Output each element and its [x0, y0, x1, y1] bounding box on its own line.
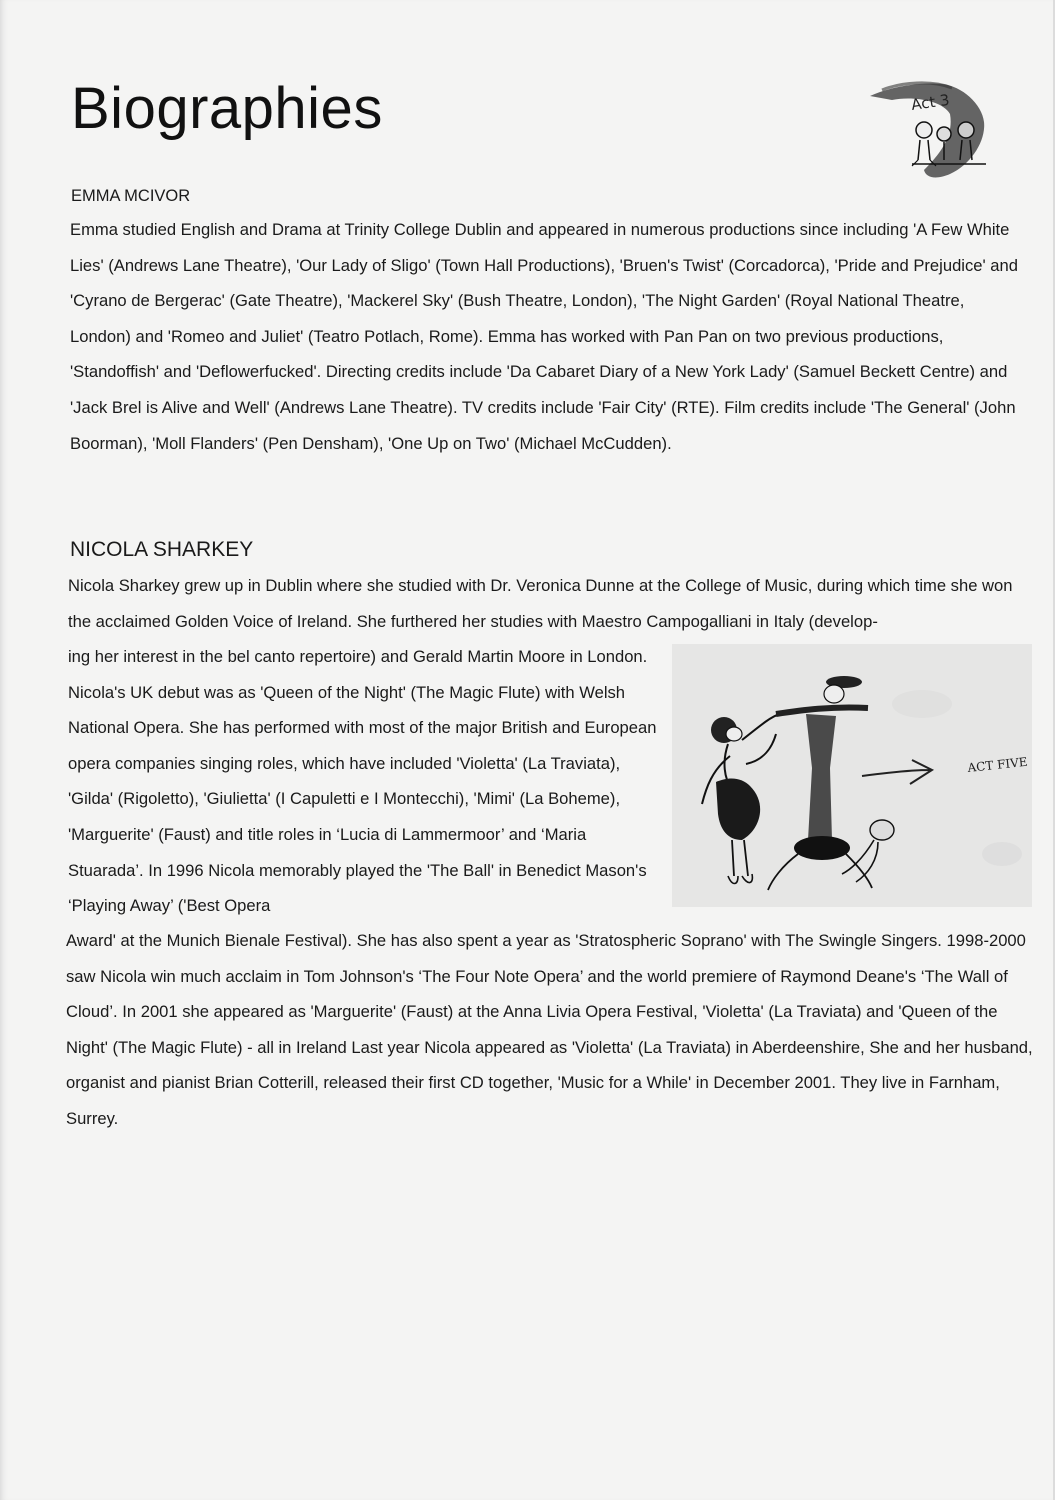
nicola-sharkey-bio-middle: ing her interest in the bel canto repertoire) and Gerald Martin Moore in London. Nicola's UK debut was as 'Queen of the Night' (The Magic Flute) with Welsh National Opera. She has performed with most of the major British and European opera companies singing roles, which have included 'Violetta' (La Traviata), 'Gilda' (Rigoletto), 'Giulietta' (I Capuletti e I Montecchi), 'Mimi' (La Boheme), 'Marguerite' (Faust) and title roles in ‘Lucia di Lammermoor’ and ‘Maria Stuarada’. In 1996 Nicola memorably played the 'The Ball' in Benedict Mason's ‘Playing Away’ ('Best Opera: [68, 647, 657, 916]
act-five-sketch: [672, 644, 1032, 907]
emma-mcivor-heading: EMMA MCIVOR: [71, 187, 191, 205]
nicola-sharkey-heading: NICOLA SHARKEY: [70, 538, 254, 561]
nicola-sharkey-bio-end: Award' at the Munich Bienale Festival). She has also spent a year as 'Stratospheric Soprano' with The Swingle Singers. 1998-2000 saw Nicola win much acclaim in Tom Johnson's ‘The Four Note Opera’ and the world premiere of Raymond Deane's ‘The Wall of Cloud’. In 2001 she appeared as 'Marguerite' (Faust) at the Anna Livia Opera Festival, 'Violetta' (La Traviata) and 'Queen of the Night' (The Magic Flute) - all in Ireland Last year Nicola appeared as 'Violetta' (La Traviata) in Aberdeenshire, She and her husband, organist and pianist Brian Cotterill, released their first CD together, 'Music for a While' in December 2001. They live in Farnham, Surrey.: [66, 931, 1033, 1128]
act-three-sketch: [862, 74, 992, 186]
svg-text:ACT FIVE: ACT FIVE: [966, 754, 1029, 775]
page-title: Biographies: [71, 76, 383, 141]
emma-mcivor-bio: Emma studied English and Drama at Trinity College Dublin and appeared in numerous productions since including 'A Few White Lies' (Andrews Lane Theatre), 'Our Lady of Sligo' (Town Hall Productions), 'Bruen's Twist' (Corcadorca), 'Pride and Prejudice' and 'Cyrano de Bergerac' (Gate Theatre), 'Mackerel Sky' (Bush Theatre, London), 'The Night Garden' (Royal National Theatre, London) and 'Romeo and Juliet' (Teatro Potlach, Rome). Emma has worked with Pan Pan on two previous productions, 'Standoffish' and 'Deflowerfucked'. Directing credits include 'Da Cabaret Diary of a New York Lady' (Samuel Beckett Centre) and 'Jack Brel is Alive and Well' (Andrews Lane Theatre). TV credits include 'Fair City' (RTE). Film credits include 'The General' (John Boorman), 'Moll Flanders' (Pen Densham), 'One Up on Two' (Michael McCudden).: [70, 220, 1018, 453]
nicola-sharkey-bio-intro: Nicola Sharkey grew up in Dublin where she studied with Dr. Veronica Dunne at the College of Music, during which time she won the acclaimed Golden Voice of Ireland. She furthered her studies with Maestro Campogalliani in Italy (develop-: [68, 576, 1013, 631]
svg-text:Act 3: Act 3: [910, 90, 951, 114]
